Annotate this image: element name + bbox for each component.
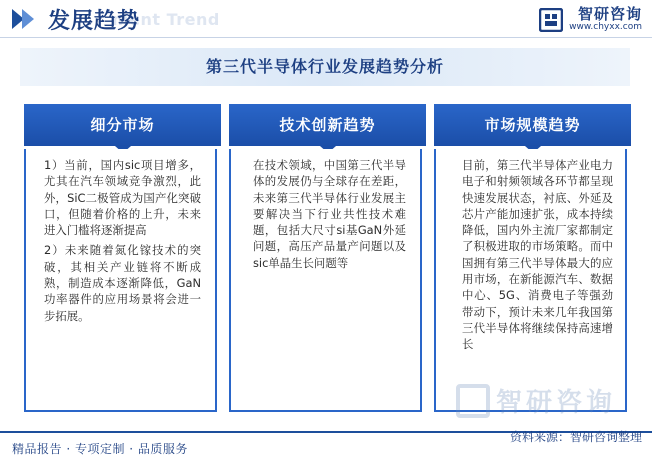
column-heading: 细分市场 (24, 104, 221, 146)
column-market-scale (434, 104, 631, 414)
watermark (456, 382, 616, 419)
logo-icon (539, 8, 563, 32)
column-heading: 市场规模趋势 (434, 104, 631, 146)
column-segment-market (24, 104, 221, 414)
column-heading: 技术创新趋势 (229, 104, 426, 146)
logo-url: www.chyxx.com (569, 22, 642, 32)
column-body (229, 149, 422, 412)
paragraph: 目前，第三代半导体产业电力电子和射频领域各环节都呈现快速发展状态，衬底、外延及芯片产能加速扩张，成本持续降低，国内外主流厂家都制定了积极进取的市场策略。而中国拥有第三代半导体最大的应用市场，在新能源汽车、数据中心、5G、消费电子等强劲带动下，预计未来几年我国第三代半导体将继续保持高速增长 (462, 158, 613, 352)
header-subtitle-en: ment Trend (112, 10, 220, 29)
header-divider (0, 37, 652, 38)
column-tech-innovation (229, 104, 426, 414)
brand-logo (539, 6, 642, 33)
page-title: 第三代半导体行业发展趋势分析 (20, 48, 630, 86)
paragraph: 1）当前，国内sic项目增多，尤其在汽车领域竞争激烈，此外，SiC二极管成为国产化突破口，但随着价格的上升，未来进入门槛将逐渐提高 (44, 158, 201, 238)
column-body (24, 149, 217, 412)
paragraph: 2）未来随着氮化镓技术的突破，其相关产业链将不断成熟，制造成本逐渐降低，GaN功率器件的应用场景将会进一步拓展。 (44, 243, 201, 323)
paragraph: 在技术领域，中国第三代半导体的发展仍与全球存在差距，未来第三代半导体行业发展主要解决当下行业共性技术难题，包括大尺寸si基GaN外延问题，高压产品量产问题以及sic单晶生长问题等 (253, 158, 406, 270)
logo-name: 智研咨询 (577, 5, 642, 23)
footer-source: 资料来源：智研咨询整理 (509, 430, 642, 444)
footer-slogan: 精品报告 · 专项定制 · 品质服务 (12, 442, 188, 456)
header-title: 发展趋势 (48, 9, 141, 34)
column-body (434, 149, 627, 412)
double-chevron-icon (12, 9, 32, 29)
watermark-text: 智研咨询 (496, 388, 617, 418)
watermark-logo-icon (456, 384, 490, 418)
page-header (0, 0, 652, 40)
